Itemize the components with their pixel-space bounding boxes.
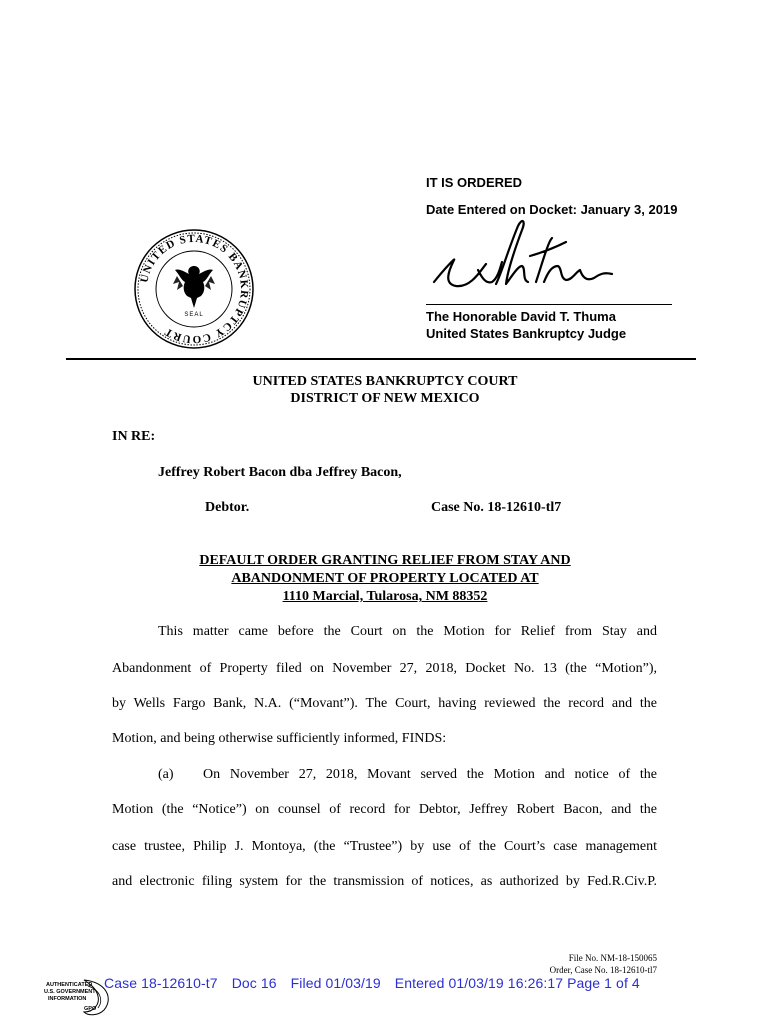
stamp-filed: Filed 01/03/19 bbox=[290, 975, 381, 991]
seal-ring-text: UNITED STATES BANKRUPTCY COURT bbox=[138, 232, 251, 346]
in-re-label: IN RE: bbox=[112, 429, 156, 444]
filing-stamp bbox=[104, 975, 640, 991]
order-case-number: Order, Case No. 18-12610-tl7 bbox=[549, 965, 657, 975]
case-number: Case No. 18-12610-tl7 bbox=[431, 500, 562, 515]
judge-title: United States Bankruptcy Judge bbox=[426, 326, 627, 341]
body-line: and electronic filing system for the transmission of notices, as authorized by Fed.R.Civ.P. bbox=[112, 874, 657, 889]
seal-center-text: SEAL bbox=[184, 312, 204, 318]
svg-text:AUTHENTICATED: AUTHENTICATED bbox=[46, 982, 93, 988]
it-is-ordered: IT IS ORDERED bbox=[426, 175, 523, 190]
paragraph-marker: (a) bbox=[158, 767, 174, 782]
court-name: UNITED STATES BANKRUPTCY COURT bbox=[252, 374, 518, 389]
stamp-doc: Doc 16 bbox=[231, 975, 277, 991]
judge-name: The Honorable David T. Thuma bbox=[426, 309, 616, 324]
stamp-entered: Entered 01/03/19 16:26:17 Page 1 of 4 bbox=[394, 975, 640, 991]
court-district: DISTRICT OF NEW MEXICO bbox=[290, 391, 480, 406]
order-title-line-3: 1110 Marcial, Tularosa, NM 88352 bbox=[282, 589, 488, 604]
stamp-case: Case 18-12610-t7 bbox=[104, 975, 218, 991]
body-line: On November 27, 2018, Movant served the Motion and notice of the bbox=[203, 767, 657, 782]
debtor-label: Debtor. bbox=[205, 500, 250, 515]
date-entered: Date Entered on Docket: January 3, 2019 bbox=[426, 202, 678, 217]
file-number: File No. NM-18-150065 bbox=[568, 953, 657, 963]
svg-text:GPO: GPO bbox=[84, 1006, 97, 1012]
body-line: case trustee, Philip J. Montoya, (the “Trustee”) by use of the Court’s case management bbox=[112, 839, 657, 854]
court-seal-icon bbox=[133, 228, 255, 350]
order-title-line-1: DEFAULT ORDER GRANTING RELIEF FROM STAY AND bbox=[199, 553, 571, 568]
body-line: This matter came before the Court on the Motion for Relief from Stay and bbox=[158, 624, 657, 639]
body-line: Abandonment of Property filed on November 27, 2018, Docket No. 13 (the “Motion”), bbox=[112, 661, 657, 676]
svg-text:U.S. GOVERNMENT: U.S. GOVERNMENT bbox=[44, 989, 96, 995]
judge-signature bbox=[426, 212, 676, 304]
body-line: Motion, and being otherwise sufficiently informed, FINDS: bbox=[112, 731, 447, 746]
body-line: Motion (the “Notice”) on counsel of record for Debtor, Jeffrey Robert Bacon, and the bbox=[112, 802, 657, 817]
header-rule bbox=[66, 358, 696, 360]
signature-line bbox=[426, 304, 672, 305]
order-title-line-2: ABANDONMENT OF PROPERTY LOCATED AT bbox=[231, 571, 539, 586]
debtor-name: Jeffrey Robert Bacon dba Jeffrey Bacon, bbox=[158, 465, 402, 480]
svg-text:INFORMATION: INFORMATION bbox=[48, 996, 87, 1002]
body-line: by Wells Fargo Bank, N.A. (“Movant”). The Court, having reviewed the record and the bbox=[112, 696, 657, 711]
